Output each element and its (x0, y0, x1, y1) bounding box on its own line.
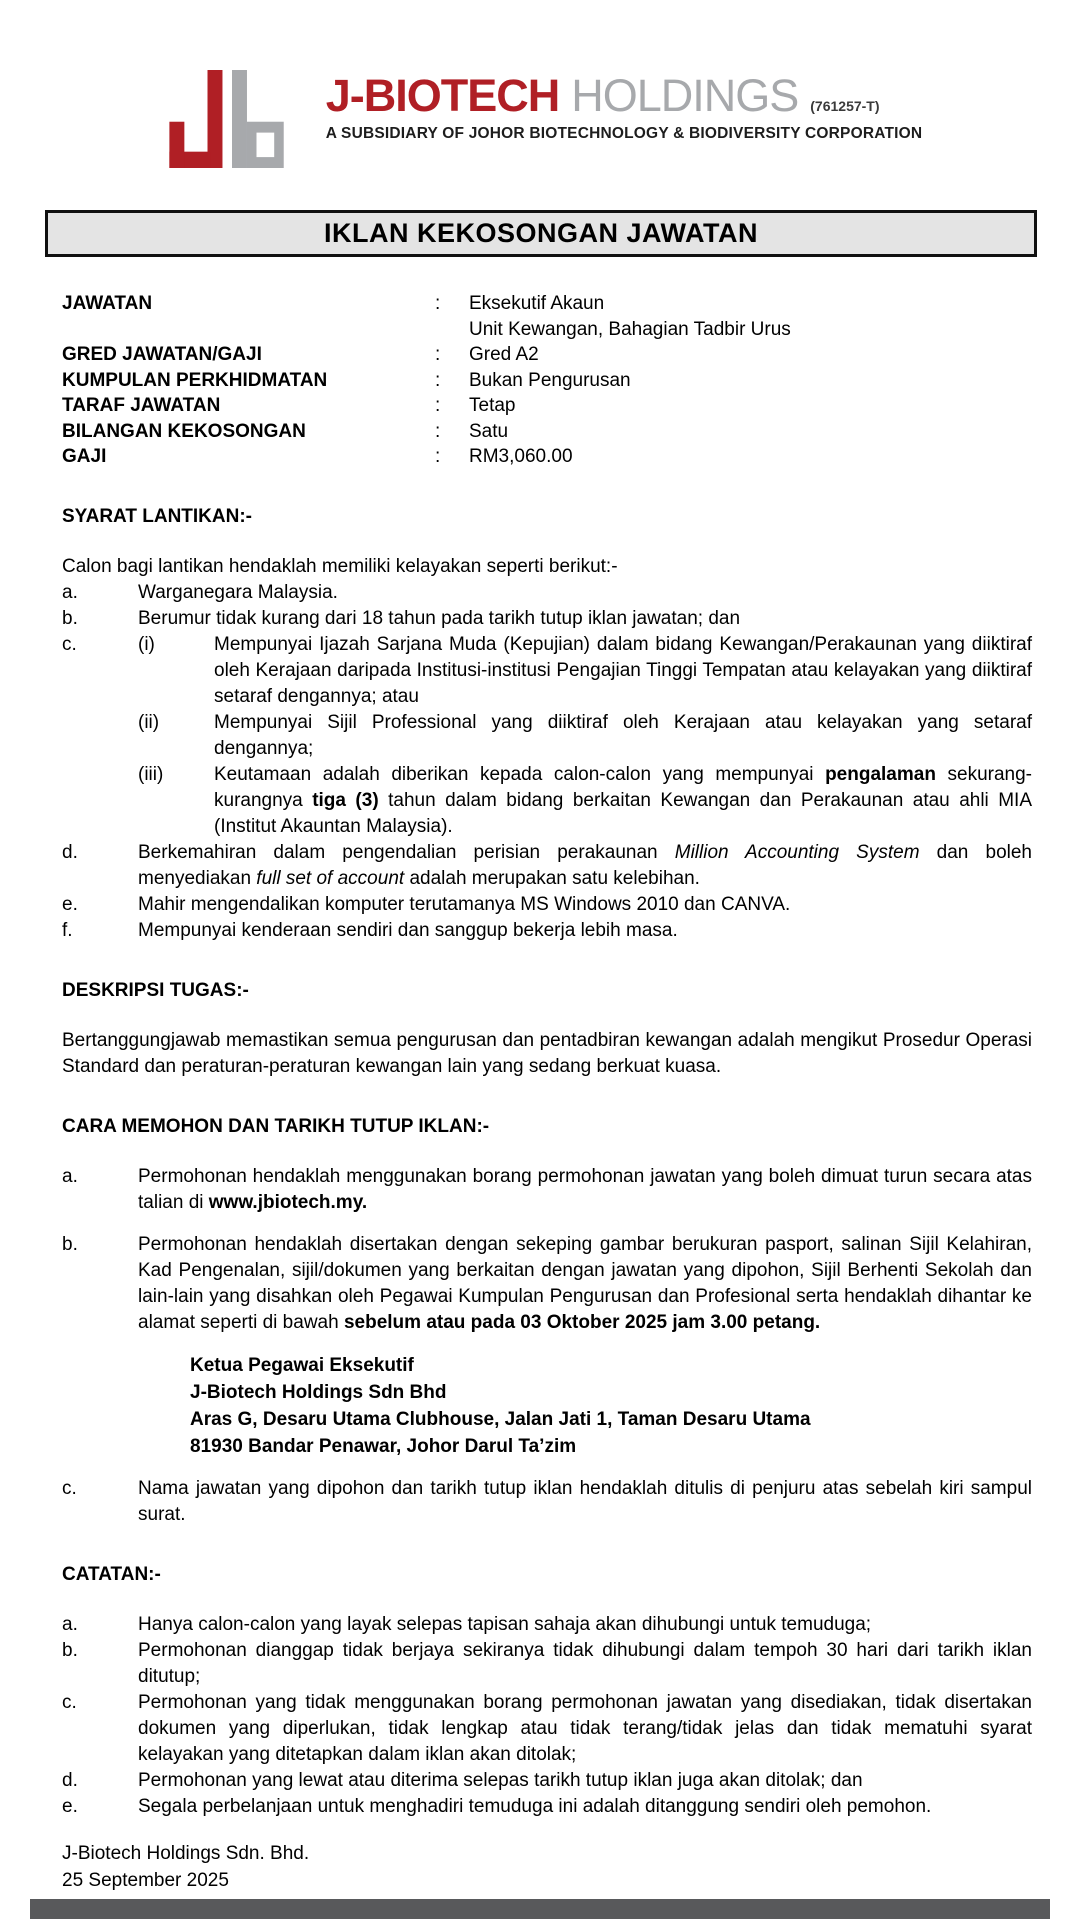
list-marker: (i) (138, 633, 155, 655)
detail-label: JAWATAN (62, 293, 153, 314)
detail-row-jawatan (62, 291, 1032, 342)
section-deskripsi-tugas (62, 978, 1032, 1080)
detail-label: GRED JAWATAN/GAJI (62, 344, 262, 365)
logo-text-block (326, 70, 923, 143)
brand-name-secondary: HOLDINGS (571, 70, 799, 121)
list-text: Keutamaan adalah diberikan kepada calon-calon yang mempunyai pengalaman sekurang-kurangnya tiga (3) tahun dalam bidang berkaitan Kewangan dan Perakaunan atau ahli MIA (Institut Akauntan Malaysia). (214, 763, 1033, 837)
detail-label: BILANGAN KEKOSONGAN (62, 420, 306, 442)
detail-value-line: Unit Kewangan, Bahagian Tadbir Urus (469, 318, 791, 340)
list-item (62, 1232, 1032, 1336)
list-marker: d. (62, 841, 78, 863)
signature-block (62, 1840, 1032, 1894)
brand-name-primary: J-BIOTECH (325, 70, 560, 121)
list-text: Permohonan hendaklah menggunakan borang permohonan jawatan yang boleh dimuat turun secara atas talian di www.jbiotech.my. (138, 1165, 1032, 1213)
detail-row-gaji (62, 444, 1032, 470)
signature-company: J-Biotech Holdings Sdn. Bhd. (62, 1842, 310, 1864)
brand-wordmark (326, 70, 923, 122)
detail-colon: : (435, 395, 441, 416)
page-title: IKLAN KEKOSONGAN JAWATAN (323, 218, 758, 248)
list-text: Mempunyai kenderaan sendiri dan sanggup bekerja lebih masa. (138, 919, 678, 941)
section-heading: CARA MEMOHON DAN TARIKH TUTUP IKLAN:- (62, 1115, 490, 1137)
sublist-item (138, 762, 1032, 840)
detail-colon: : (435, 420, 441, 442)
section-heading: SYARAT LANTIKAN:- (62, 505, 252, 527)
list-item (62, 892, 1032, 918)
detail-value: Gred A2 (469, 344, 539, 365)
list-text: Warganegara Malaysia. (138, 581, 338, 603)
list-text: Mempunyai Sijil Professional yang diiktiraf oleh Kerajaan atau kelayakan yang setaraf dengannya; (214, 711, 1032, 759)
detail-value (469, 291, 1032, 342)
list-text: Permohonan yang lewat atau diterima selepas tarikh tutup iklan juga akan ditolak; dan (138, 1769, 863, 1791)
sublist (138, 632, 1032, 840)
mailing-address (190, 1352, 1032, 1460)
detail-colon: : (435, 293, 441, 314)
list-text: Hanya calon-calon yang layak selepas tapisan sahaja akan dihubungi untuk temuduga; (138, 1613, 872, 1635)
detail-row-taraf (62, 393, 1032, 419)
list-text: Mempunyai Ijazah Sarjana Muda (Kepujian) dalam bidang Kewangan/Perakaunan yang diiktiraf oleh Kerajaan daripada Institusi-institusi Pengajian Tinggi Tempatan atau kelayakan yang diiktiraf setaraf dengannya; atau (214, 633, 1032, 707)
list-marker: c. (62, 1691, 77, 1713)
list-marker: b. (62, 1233, 78, 1255)
company-tagline: A SUBSIDIARY OF JOHOR BIOTECHNOLOGY & BIODIVERSITY CORPORATION (325, 125, 923, 142)
detail-row-gred (62, 342, 1032, 368)
section-syarat-lantikan (62, 504, 1032, 944)
list-text: Nama jawatan yang dipohon dan tarikh tutup iklan hendaklah ditulis di penjuru atas sebelah kiri sampul surat. (138, 1477, 1032, 1525)
list-item (62, 1164, 1032, 1216)
footer-bar (30, 1899, 1050, 1919)
list-marker: b. (62, 1639, 78, 1661)
detail-label: GAJI (62, 446, 107, 467)
section-body: Bertanggungjawab memastikan semua pengurusan dan pentadbiran kewangan adalah mengikut Prosedur Operasi Standard dan peraturan-peraturan kewangan lain yang sedang berkuat kuasa. (62, 1029, 1032, 1077)
list-text: Segala perbelanjaan untuk menghadiri temuduga ini adalah ditanggung sendiri oleh pemohon. (138, 1795, 932, 1817)
detail-label: KUMPULAN PERKHIDMATAN (62, 369, 328, 391)
list-item (62, 918, 1032, 944)
detail-colon: : (435, 344, 441, 365)
job-details (62, 291, 1032, 470)
list-item (62, 1612, 1032, 1638)
detail-colon: : (435, 446, 441, 467)
detail-value-line: Eksekutif Akaun (469, 293, 605, 314)
list-text: Berumur tidak kurang dari 18 tahun pada tarikh tutup iklan jawatan; dan (138, 607, 741, 629)
address-line: Ketua Pegawai Eksekutif (190, 1354, 414, 1376)
detail-row-bilangan (62, 419, 1032, 445)
document-body (62, 291, 1032, 1894)
list-item (62, 1768, 1032, 1794)
list-marker: e. (62, 1795, 78, 1817)
section-heading: DESKRIPSI TUGAS:- (62, 979, 249, 1001)
list-text: Permohonan yang tidak menggunakan borang permohonan jawatan yang disediakan, tidak disertakan dokumen yang diperlukan, tidak lengkap atau tidak terang/tidak jelas dan tidak mematuhi syarat kelayakan yang ditetapkan dalam iklan akan ditolak; (138, 1691, 1032, 1765)
address-line: J-Biotech Holdings Sdn Bhd (190, 1381, 447, 1403)
list-text: Permohonan hendaklah disertakan dengan sekeping gambar berukuran pasport, salinan Sijil Kelahiran, Kad Pengenalan, sijil/dokumen yang berkaitan dengan jawatan yang dipohon, Sijil Berhenti Sekolah dan lain-lain yang disahkan oleh Pegawai Kumpulan Pengurusan dan Profesional serta hendaklah dihantar ke alamat seperti di bawah sebelum atau pada 03 Oktober 2025 jam 3.00 petang. (138, 1233, 1032, 1333)
section-catatan (62, 1562, 1032, 1820)
list-marker: f. (62, 919, 73, 941)
detail-value: Bukan Pengurusan (469, 369, 631, 391)
address-line: 81930 Bandar Penawar, Johor Darul Ta’zim (190, 1435, 577, 1457)
detail-row-kumpulan (62, 368, 1032, 394)
section-heading: CATATAN:- (62, 1563, 161, 1585)
list-item (62, 1476, 1032, 1528)
detail-label: TARAF JAWATAN (62, 395, 221, 416)
list-text: Berkemahiran dalam pengendalian perisian perakaunan Million Accounting System dan boleh menyediakan full set of account adalah merupakan satu kelebihan. (138, 841, 1033, 889)
list-marker: a. (62, 1165, 78, 1187)
list-item (62, 840, 1032, 892)
list-item (62, 1690, 1032, 1768)
list-text: Mahir mengendalikan komputer terutamanya MS Windows 2010 dan CANVA. (138, 893, 791, 915)
list-marker: a. (62, 1613, 78, 1635)
sublist-item (138, 710, 1032, 762)
list-marker: d. (62, 1769, 78, 1791)
title-banner (45, 210, 1037, 257)
list-item (62, 606, 1032, 632)
list-marker: a. (62, 581, 78, 603)
list-marker: (iii) (138, 763, 164, 785)
jbiotech-logo-icon (158, 70, 306, 168)
list-item (62, 580, 1032, 606)
address-line: Aras G, Desaru Utama Clubhouse, Jalan Jati 1, Taman Desaru Utama (190, 1408, 811, 1430)
list-marker: b. (62, 607, 78, 629)
list-item (62, 1638, 1032, 1690)
sublist-item (138, 632, 1032, 710)
list-marker: c. (62, 1477, 77, 1499)
detail-colon: : (435, 369, 441, 391)
list-item (62, 632, 1032, 840)
list-item (62, 1794, 1032, 1820)
list-marker: e. (62, 893, 78, 915)
section-intro: Calon bagi lantikan hendaklah memiliki kelayakan seperti berikut:- (62, 555, 618, 577)
signature-date: 25 September 2025 (62, 1869, 229, 1891)
list-marker: c. (62, 633, 77, 655)
list-marker: (ii) (138, 711, 160, 733)
list-text: Permohonan dianggap tidak berjaya sekiranya tidak dihubungi dalam tempoh 30 hari dari tarikh iklan ditutup; (138, 1639, 1032, 1687)
section-cara-memohon (62, 1114, 1032, 1528)
detail-value: Tetap (469, 395, 516, 416)
company-registration-number: (761257-T) (810, 98, 880, 114)
company-logo (0, 0, 1080, 168)
detail-value: RM3,060.00 (469, 446, 573, 467)
detail-value: Satu (469, 420, 509, 442)
